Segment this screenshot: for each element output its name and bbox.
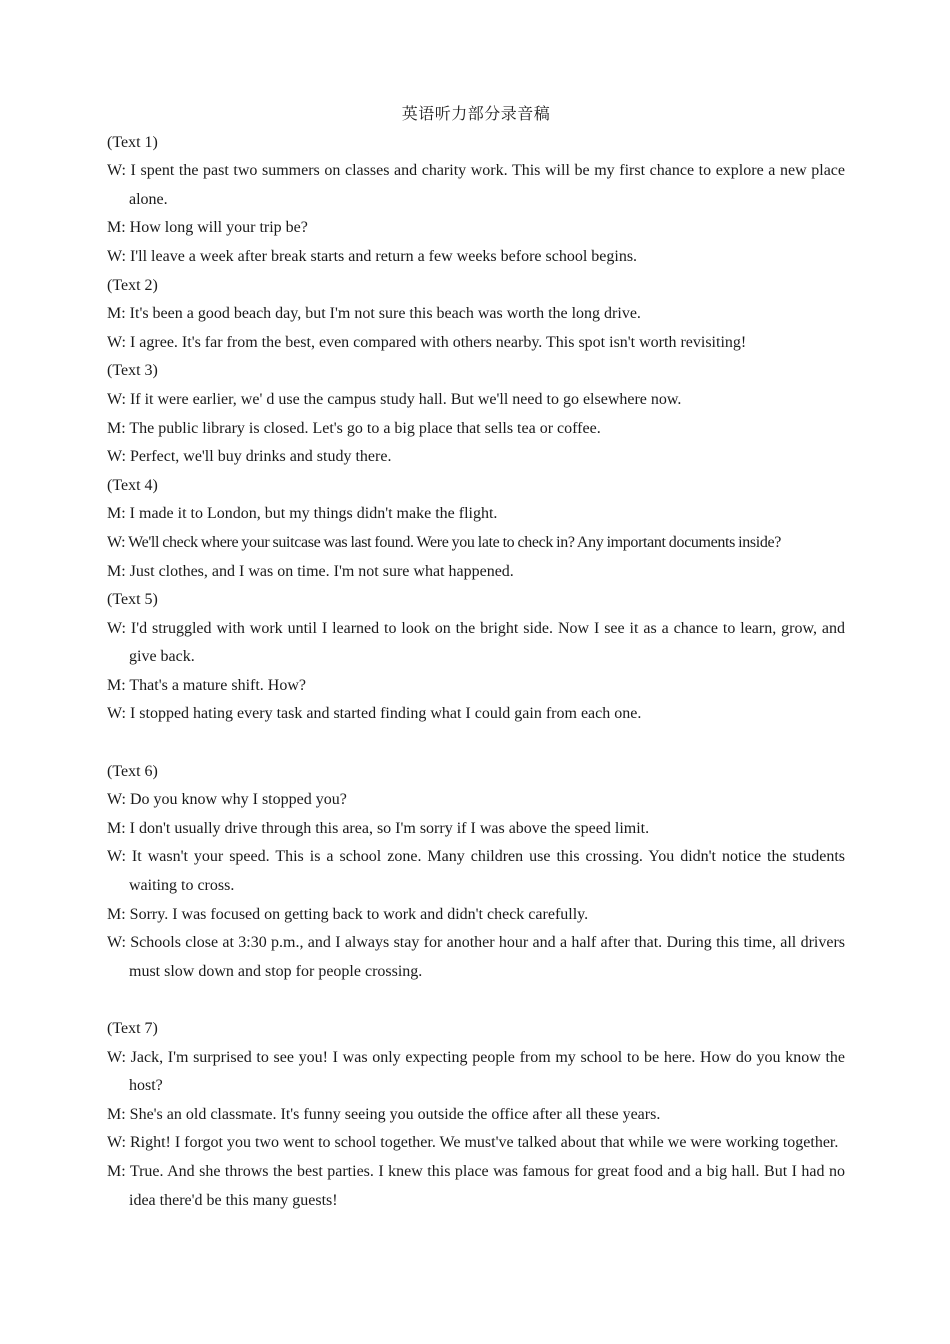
- transcript-page: [107, 100, 845, 1215]
- section-label-text-3: (Text 3): [107, 362, 158, 380]
- dialogue-line: W: Jack, I'm surprised to see you! I was only expecting people from my school to be here. How do you know the host?: [107, 1048, 845, 1095]
- dialogue-line: W: I stopped hating every task and started finding what I could gain from each one.: [107, 705, 642, 723]
- section-label-text-1: (Text 1): [107, 133, 158, 151]
- blank-line: [107, 729, 845, 758]
- dialogue-line: M: It's been a good beach day, but I'm not sure this beach was worth the long drive.: [107, 305, 641, 323]
- section-label-text-2: (Text 2): [107, 276, 158, 294]
- dialogue-line: W: Do you know why I stopped you?: [107, 791, 347, 809]
- section-label-text-6: (Text 6): [107, 762, 158, 780]
- dialogue-line: W: Schools close at 3:30 p.m., and I always stay for another hour and a half after that. During this time, all drivers must slow down and stop for people crossing.: [107, 934, 845, 980]
- dialogue-line: M: She's an old classmate. It's funny seeing you outside the office after all these years.: [107, 1105, 661, 1123]
- section-label-text-4: (Text 4): [107, 476, 158, 494]
- dialogue-line: W: I spent the past two summers on classes and charity work. This will be my first chance to explore a new place alone.: [107, 162, 845, 208]
- dialogue-line: W: I'll leave a week after break starts and return a few weeks before school begins.: [107, 247, 638, 265]
- dialogue-line: M: I made it to London, but my things didn't make the flight.: [107, 505, 498, 523]
- dialogue-line: W: We'll check where your suitcase was last found. Were you late to check in? Any important documents inside?: [107, 533, 781, 551]
- dialogue-line: M: True. And she throws the best parties. I knew this place was famous for great food and a big hall. But I had no idea there'd be this many guests!: [107, 1162, 845, 1209]
- dialogue-line: W: I'd struggled with work until I learned to look on the bright side. Now I see it as a chance to learn, grow, and give back.: [107, 619, 845, 666]
- dialogue-line: M: How long will your trip be?: [107, 219, 308, 237]
- dialogue-line: M: The public library is closed. Let's go to a big place that sells tea or coffee.: [107, 419, 601, 437]
- page-title: 英语听力部分录音稿: [401, 104, 551, 123]
- dialogue-line: M: Just clothes, and I was on time. I'm not sure what happened.: [107, 562, 514, 580]
- dialogue-line: M: Sorry. I was focused on getting back to work and didn't check carefully.: [107, 905, 589, 923]
- dialogue-line: M: That's a mature shift. How?: [107, 676, 306, 694]
- dialogue-line: W: If it were earlier, we' d use the campus study hall. But we'll need to go elsewhere now.: [107, 390, 682, 408]
- dialogue-line: W: I agree. It's far from the best, even compared with others nearby. This spot isn't worth revisiting!: [107, 333, 747, 351]
- section-label-text-5: (Text 5): [107, 591, 158, 609]
- dialogue-line: M: I don't usually drive through this area, so I'm sorry if I was above the speed limit.: [107, 819, 650, 837]
- section-label-text-7: (Text 7): [107, 1020, 158, 1037]
- blank-line: [107, 986, 845, 1015]
- dialogue-line: W: Perfect, we'll buy drinks and study there.: [107, 448, 392, 466]
- dialogue-line: W: Right! I forgot you two went to school together. We must've talked about that while we were working together.: [107, 1134, 839, 1152]
- dialogue-line: W: It wasn't your speed. This is a school zone. Many children use this crossing. You didn't notice the students waiting to cross.: [107, 848, 845, 895]
